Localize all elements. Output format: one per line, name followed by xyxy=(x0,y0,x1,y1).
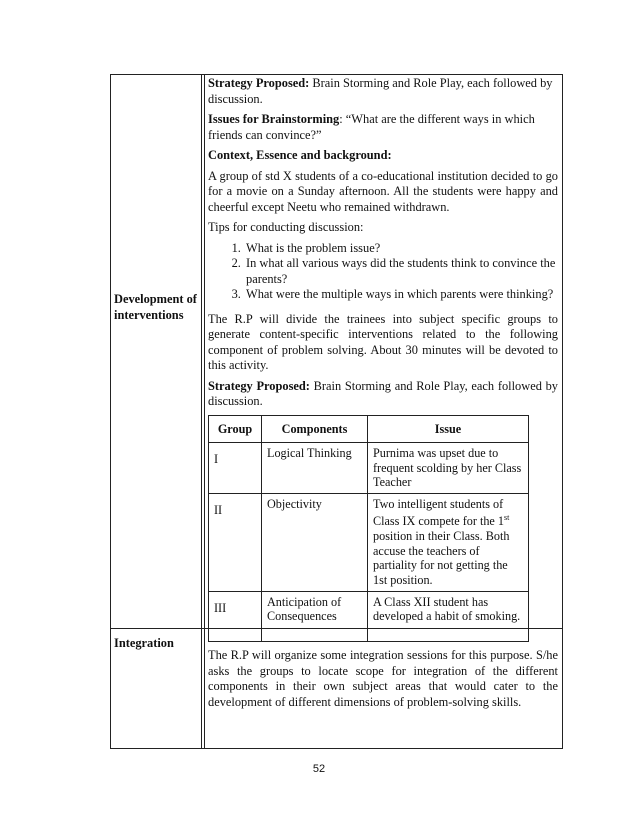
components-table-header xyxy=(209,415,529,443)
development-content xyxy=(208,76,558,642)
cell-component: Logical Thinking xyxy=(262,443,368,494)
table-row xyxy=(209,591,529,641)
strategy-text-2: Brain Storming and Role Play, each followed by discussion. xyxy=(208,378,558,408)
context-heading-text: Context, Essence and background: xyxy=(208,148,392,162)
issue-text-post: position in their Class. Both accuse the teachers of partiality for not getting the 1st position. xyxy=(373,529,510,587)
cell-issue xyxy=(368,493,529,591)
cell-component: Anticipation of Consequences xyxy=(262,591,368,641)
header-issue: Issue xyxy=(368,415,529,443)
context-heading xyxy=(208,148,558,164)
tips-list xyxy=(208,241,558,303)
table-border-bottom xyxy=(110,748,563,749)
integration-text: The R.P will organize some integration sessions for this purpose. S/he asks the groups to locate scope for integration of the different components in their own subject areas that would cater to the development of different dimensions of problem-solving skills. xyxy=(208,648,558,709)
row-label-integration: Integration xyxy=(114,636,174,650)
cell-issue: Purnima was upset due to frequent scolding by her Class Teacher xyxy=(368,443,529,494)
table-row xyxy=(209,493,529,591)
header-components: Components xyxy=(262,415,368,443)
context-text: A group of std X students of a co-educational institution decided to go for a movie on a Sunday afternoon. All the students were happy and cheerful except Neetu who remained withdrawn. xyxy=(208,168,558,214)
cell-group: III xyxy=(209,591,262,641)
issues-label: Issues for Brainstorming xyxy=(208,112,340,126)
issues-text: : “What are the different ways in which friends can convince?” xyxy=(208,112,535,142)
cell-issue: A Class XII student has developed a habit of smoking. xyxy=(368,591,529,641)
strategy-label-2: Strategy Proposed: xyxy=(208,378,310,393)
strategy-label-1: Strategy Proposed: xyxy=(208,76,310,90)
components-table xyxy=(208,415,529,642)
table-border-right xyxy=(562,74,563,749)
tips-heading: Tips for conducting discussion: xyxy=(208,220,364,234)
row-label-development-line2: interventions xyxy=(114,307,184,322)
issue-text-pre: Two intelligent students of Class IX compete for the 1 xyxy=(373,496,504,529)
page-number: 52 xyxy=(312,763,326,775)
strategy-text-1: Brain Storming and Role Play, each followed by discussion. xyxy=(208,76,553,106)
issues-brainstorming xyxy=(208,112,558,143)
table-row xyxy=(209,443,529,494)
tip-item: 1. What is the problem issue? xyxy=(244,241,558,257)
table-border-top xyxy=(110,74,563,75)
row-label-development xyxy=(114,292,202,323)
row-label-development-line1: Development of xyxy=(114,292,197,306)
issue-superscript: st xyxy=(503,513,510,523)
header-group: Group xyxy=(209,415,262,443)
cell-group: II xyxy=(209,493,262,591)
cell-group: I xyxy=(209,443,262,494)
tip-item: 2. In what all various ways did the students think to convince the parents? xyxy=(244,256,558,287)
strategy-proposed-2 xyxy=(208,379,558,410)
rp-divide-text: The R.P will divide the trainees into subject specific groups to generate content-specific interventions related to the following component of problem solving. About 30 minutes will be devoted to this activity. xyxy=(208,311,558,372)
table-border-divider-double xyxy=(204,74,205,749)
cell-component: Objectivity xyxy=(262,493,368,591)
table-border-left xyxy=(110,74,111,749)
strategy-proposed-1 xyxy=(208,76,558,107)
integration-content xyxy=(208,648,558,715)
tip-item: 3. What were the multiple ways in which parents were thinking? xyxy=(244,287,558,303)
